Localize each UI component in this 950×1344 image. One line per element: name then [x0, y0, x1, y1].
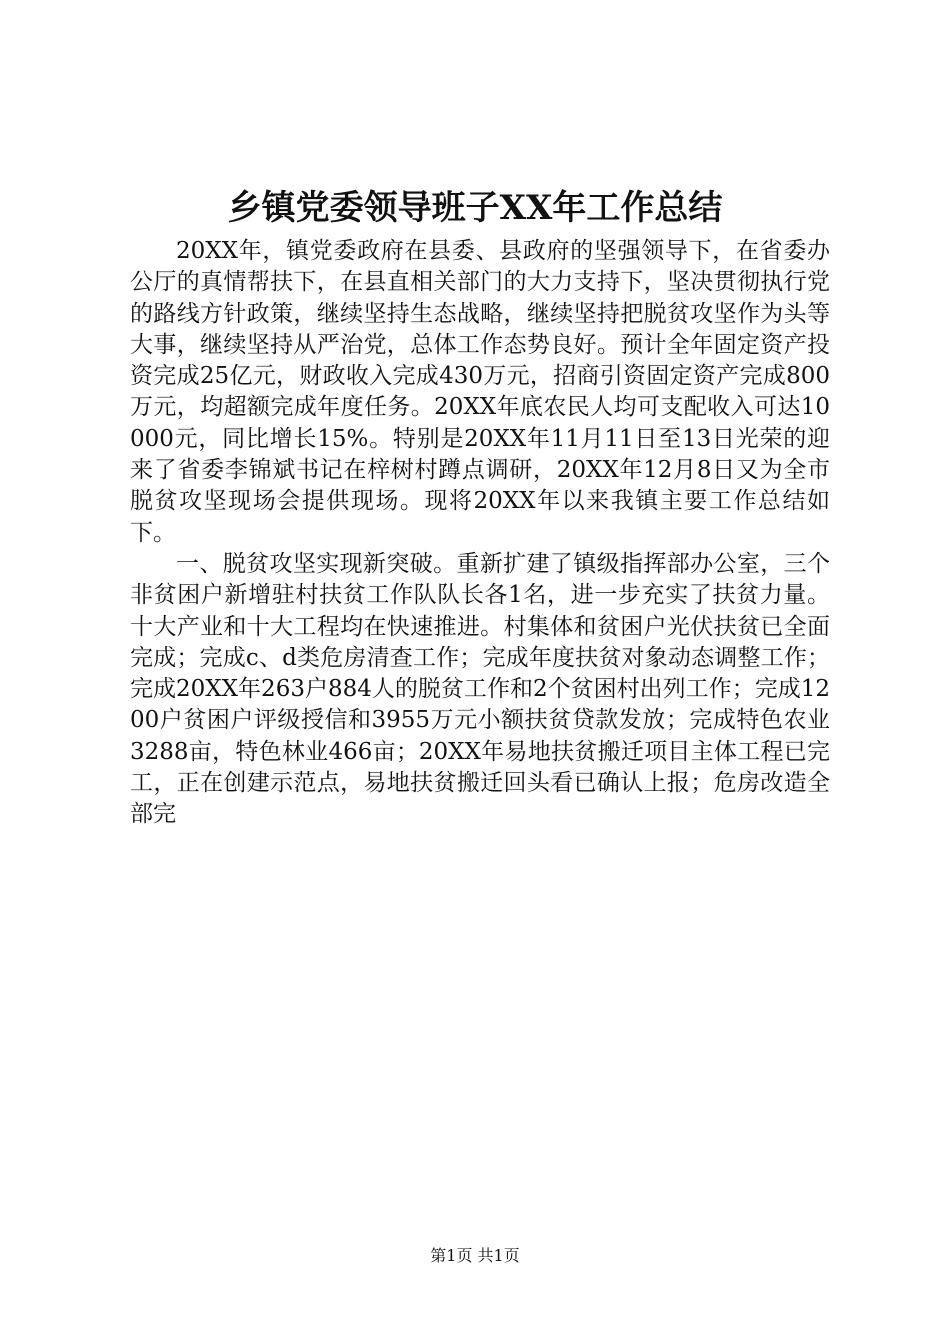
- paragraph-poverty-alleviation: 一、脱贫攻坚实现新突破。重新扩建了镇级指挥部办公室，三个非贫困户新增驻村扶贫工作队队长各1名，进一步充实了扶贫力量。十大产业和十大工程均在快速推进。村集体和贫困户光伏扶贫已全面完成；完成c、d类危房清查工作；完成年度扶贫对象动态调整工作；完成20XX年263户884人的脱贫工作和2个贫困村出列工作；完成1200户贫困户评级授信和3955万元小额扶贫贷款发放；完成特色农业3288亩，特色林业466亩；20XX年易地扶贫搬迁项目主体工程已完工，正在创建示范点，易地扶贫搬迁回头看已确认上报；危房改造全部完: [130, 550, 830, 828]
- document-title: 乡镇党委领导班子XX年工作总结: [227, 188, 723, 228]
- document-body: [130, 236, 830, 831]
- paragraph-intro: 20XX年，镇党委政府在县委、县政府的坚强领导下，在省委办公厅的真情帮扶下，在县直相关部门的大力支持下，坚决贯彻执行党的路线方针政策，继续坚持生态战略，继续坚持把脱贫攻坚作为头等大事，继续坚持从严治党，总体工作态势良好。预计全年固定资产投资完成25亿元，财政收入完成430万元，招商引资固定资产完成800万元，均超额完成年度任务。20XX年底农民人均可支配收入可达10000元，同比增长15%。特别是20XX年11月11日至13日光荣的迎来了省委李锦斌书记在梓树村蹲点调研，20XX年12月8日又为全市脱贫攻坚现场会提供现场。现将20XX年以来我镇主要工作总结如下。: [130, 238, 830, 546]
- page-footer: 第1页 共1页: [430, 1246, 520, 1265]
